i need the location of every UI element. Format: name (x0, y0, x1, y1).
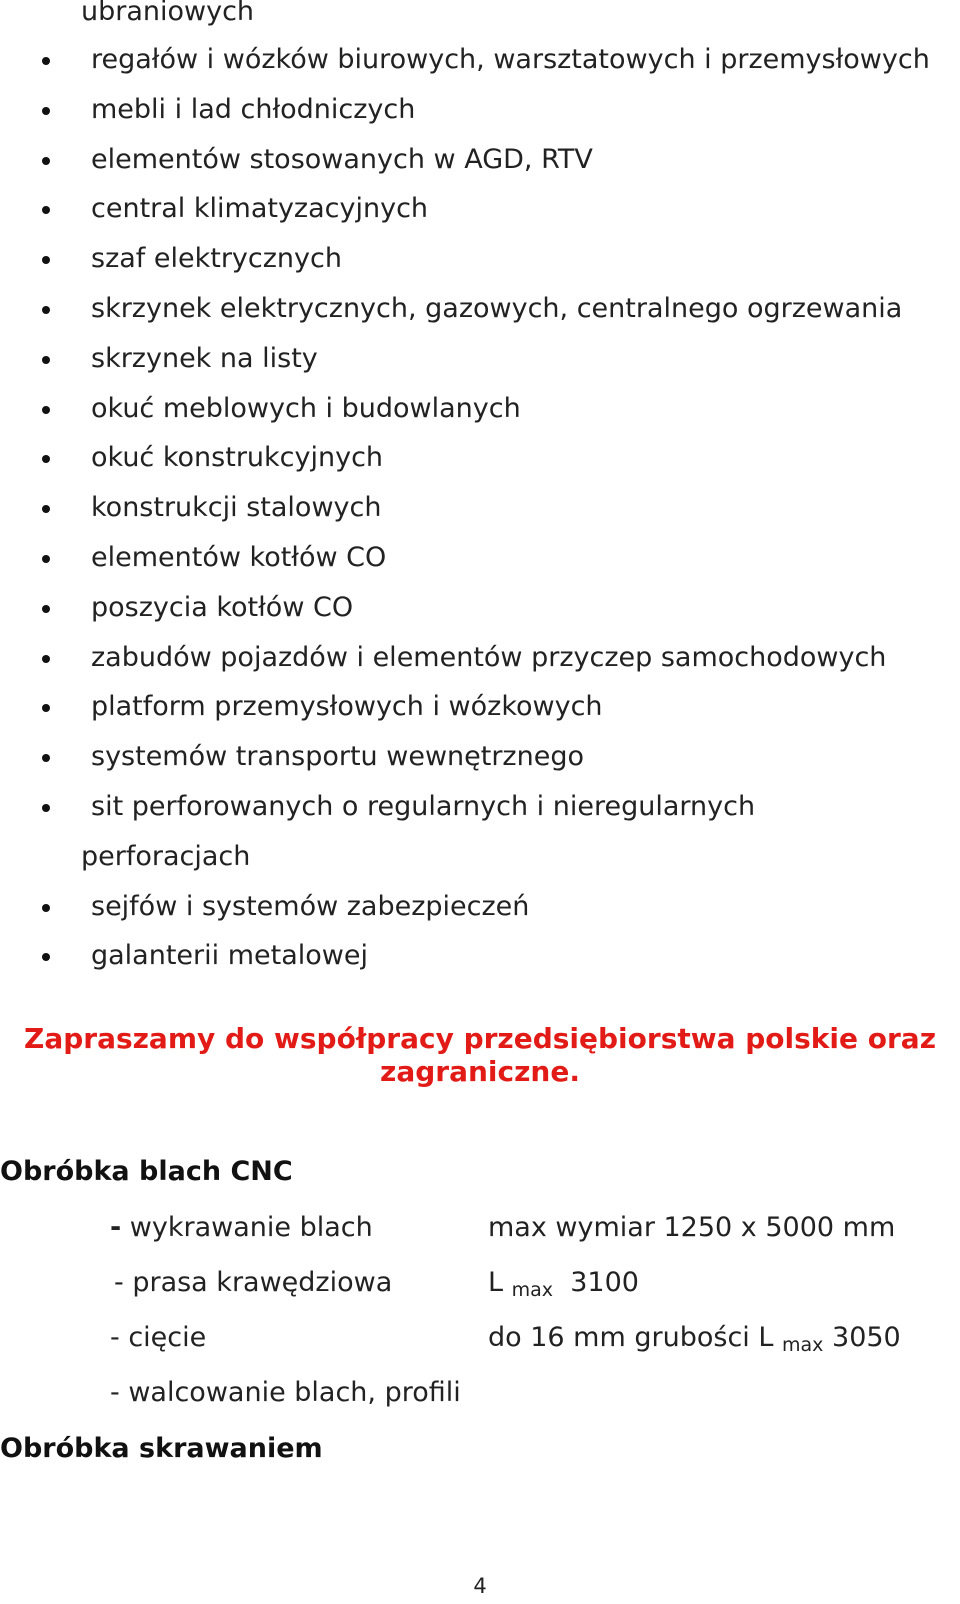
cnc-row-press-brake-spec (488, 1266, 639, 1302)
dash: - (114, 1267, 124, 1298)
bullet-icon (42, 904, 50, 912)
list-item: konstrukcji stalowych (91, 492, 382, 524)
list-item: central klimatyzacyjnych (91, 193, 429, 225)
cnc-row-rolling-label (110, 1376, 461, 1410)
bullet-icon (42, 306, 50, 314)
bullet-icon (42, 406, 50, 414)
bullet-icon (42, 256, 50, 264)
bullet-icon (42, 505, 50, 513)
bullet-icon (42, 455, 50, 463)
bullet-icon (42, 754, 50, 762)
dash: - (110, 1212, 122, 1243)
spec-value: 3100 (570, 1267, 639, 1298)
list-item: zabudów pojazdów i elementów przyczep samochodowych (91, 641, 887, 673)
list-item: okuć meblowych i budowlanych (91, 392, 521, 424)
list-item: platform przemysłowych i wózkowych (91, 691, 603, 723)
list-item: galanterii metalowej (91, 940, 368, 972)
bullet-icon (42, 555, 50, 563)
label-text: cięcie (119, 1322, 207, 1353)
bullet-icon (42, 704, 50, 712)
list-item: skrzynek elektrycznych, gazowych, centralnego ogrzewania (91, 293, 903, 324)
cnc-row-punching-label (110, 1211, 373, 1245)
spec-value: 3050 (832, 1322, 901, 1353)
notice-line-2: zagraniczne. (380, 1055, 580, 1088)
section-heading-cnc: Obróbka blach CNC (0, 1156, 293, 1187)
list-lead-fragment: ubraniowych (81, 0, 255, 27)
spec-subscript: max (511, 1279, 554, 1301)
list-item: mebli i lad chłodniczych (91, 93, 416, 125)
bullet-icon (42, 655, 50, 663)
list-item: skrzynek na listy (91, 342, 318, 374)
cnc-row-cutting-spec (488, 1321, 901, 1357)
cnc-row-press-brake-label (114, 1266, 392, 1300)
list-item: sit perforowanych o regularnych i nieregularnych (91, 791, 756, 822)
bullet-icon (42, 107, 50, 115)
spec-subscript: max (782, 1334, 824, 1356)
dash: - (110, 1377, 120, 1408)
notice-line-1: Zapraszamy do współpracy przedsiębiorstwa polskie oraz (24, 1022, 936, 1055)
list-item: szaf elektrycznych (91, 243, 342, 275)
list-item: elementów stosowanych w AGD, RTV (91, 143, 593, 175)
label-text: walcowanie blach, profili (119, 1377, 461, 1408)
list-item: sejfów i systemów zabezpieczeń (91, 890, 530, 922)
list-item-continuation: perforacjach (81, 840, 251, 872)
bullet-icon (42, 157, 50, 165)
dash: - (110, 1322, 120, 1353)
bullet-icon (42, 804, 50, 812)
section-heading-machining: Obróbka skrawaniem (0, 1433, 323, 1464)
list-item: okuć konstrukcyjnych (91, 442, 384, 474)
list-item: regałów i wózków biurowych, warsztatowych i przemysłowych (91, 44, 930, 75)
spec-prefix: do 16 mm grubości L (488, 1322, 774, 1353)
bullet-icon (42, 206, 50, 214)
bullet-icon (42, 57, 50, 65)
list-item: poszycia kotłów CO (91, 591, 354, 623)
bullet-icon (42, 953, 50, 961)
bullet-icon (42, 605, 50, 613)
cnc-row-cutting-label (110, 1321, 206, 1355)
list-item: systemów transportu wewnętrznego (91, 741, 584, 773)
bullet-icon (42, 356, 50, 364)
label-text: wykrawanie blach (121, 1212, 373, 1243)
cnc-row-punching-spec: max wymiar 1250 x 5000 mm (488, 1212, 896, 1243)
spec-prefix: L (488, 1267, 504, 1298)
page-number: 4 (473, 1574, 487, 1598)
label-text: prasa krawędziowa (123, 1267, 393, 1298)
list-item: elementów kotłów CO (91, 542, 387, 573)
